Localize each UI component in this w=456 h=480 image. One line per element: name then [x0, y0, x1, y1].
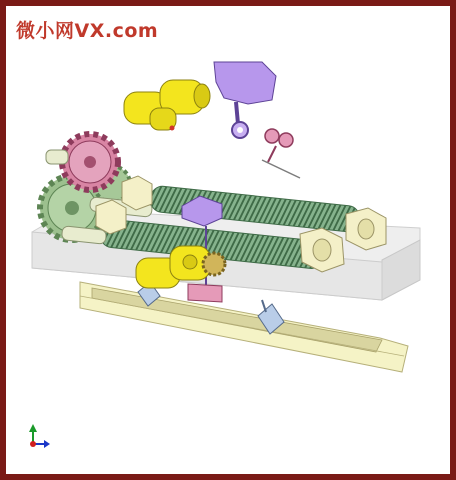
upper-yellow-part	[124, 80, 210, 131]
axis-triad-icon	[29, 424, 50, 448]
purple-upper-part	[214, 62, 276, 138]
watermark-text: 微小网VX.com	[16, 20, 159, 42]
mechanism-illustration	[6, 6, 450, 474]
pink-linkage-part	[262, 129, 300, 178]
